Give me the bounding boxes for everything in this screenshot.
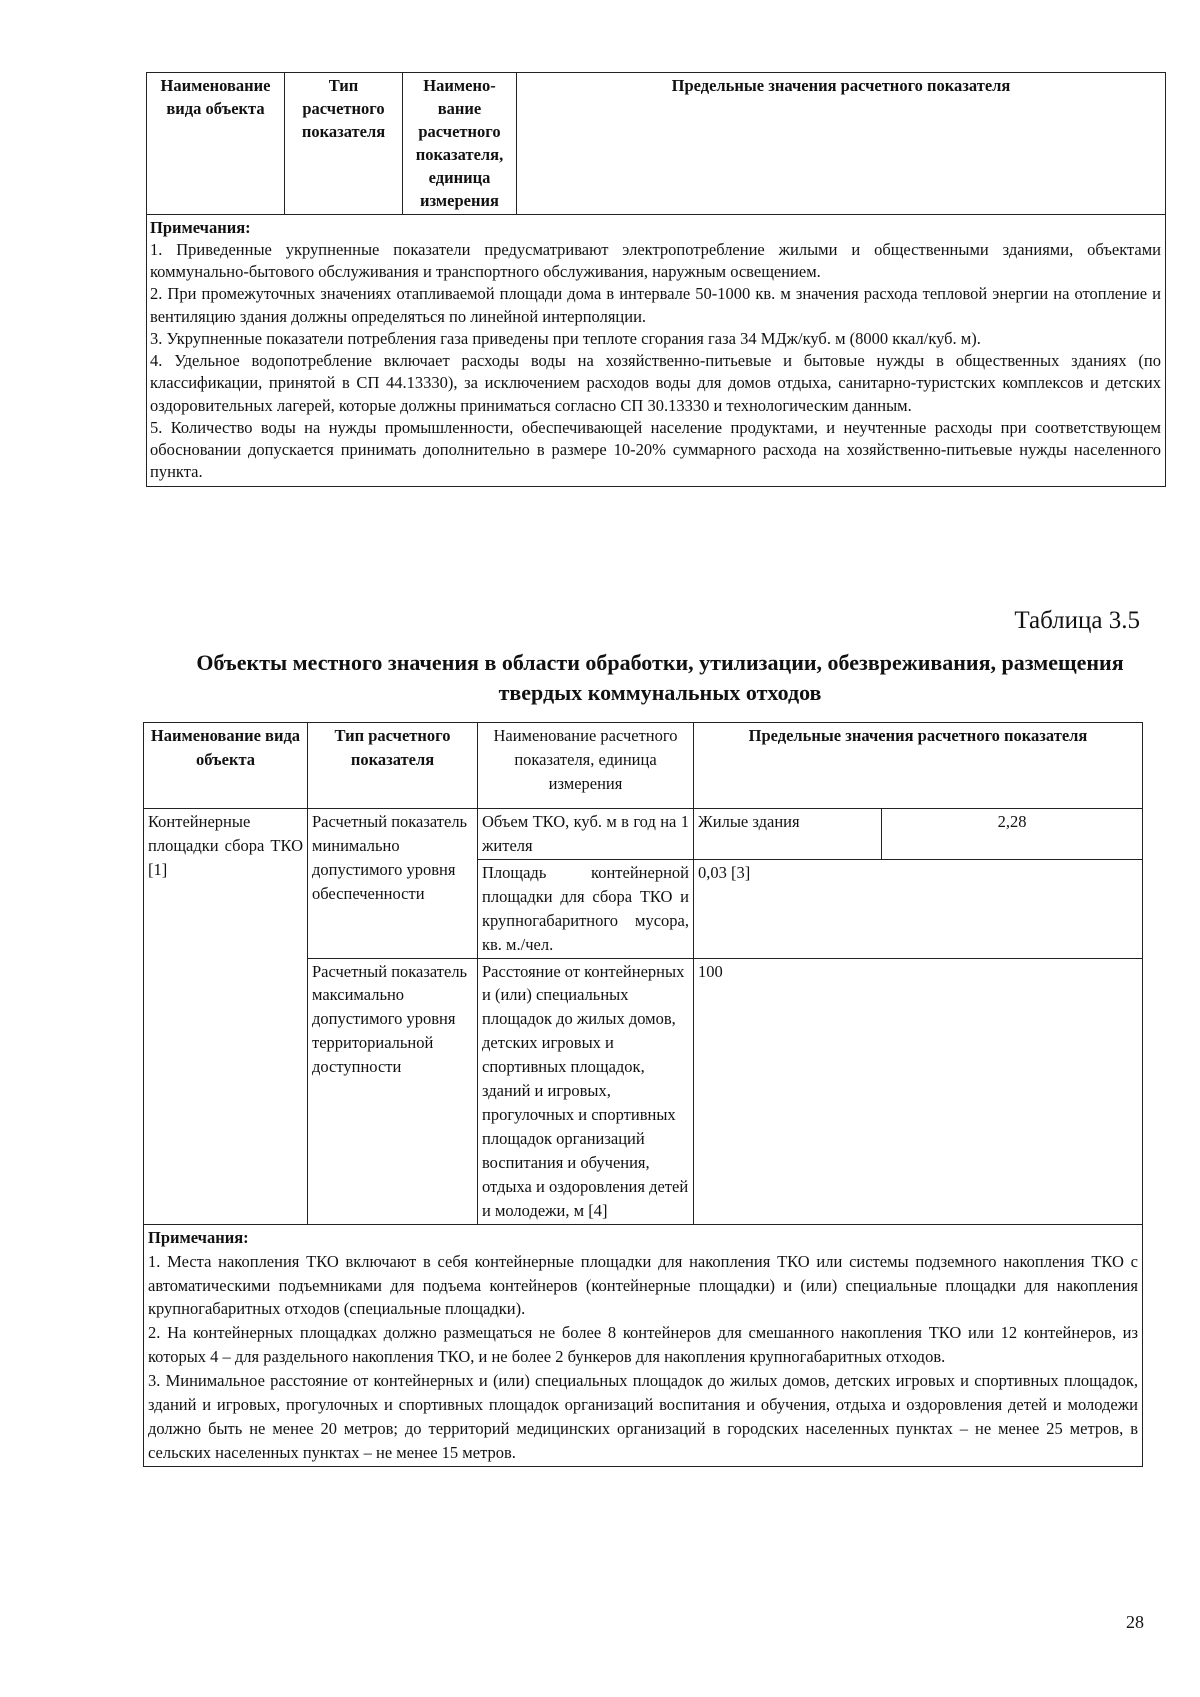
notes-cell	[147, 214, 1166, 486]
sub-category-residential: Жилые здания	[694, 809, 882, 860]
type-min-cell: Расчетный показатель минимально допустимого уровня обеспеченности	[308, 809, 478, 959]
header-limit-values: Предельные значения расчетного показателя	[517, 73, 1166, 215]
note-item: 4. Удельное водопотребление включает расходы воды на хозяйственно-питьевые и бытовые нужды в общественных зданиях (по классификации, принятой в СП 44.13330), за исключением расходов воды для домов отдыха, санитарно-туристских комплексов и детских оздоровительных лагерей, которые должны приниматься согласно СП 30.13330 и технологическим данным.	[150, 351, 1161, 415]
indicator-volume: Объем ТКО, куб. м в год на 1 жителя	[478, 809, 694, 860]
waste-objects-table	[143, 722, 1143, 1467]
object-name-cell: Контейнерные площадки сбора ТКО [1]	[144, 809, 308, 1225]
type-max-cell: Расчетный показатель максимально допустимого уровня территориальной доступности	[308, 958, 478, 1224]
table-title: Объекты местного значения в области обработки, утилизации, обезвреживания, размещения твердых коммунальных отходов	[196, 650, 1124, 705]
value-volume: 2,28	[882, 809, 1143, 860]
header-object-name: Наименование вида объекта	[144, 723, 308, 809]
note-item: 5. Количество воды на нужды промышленности, обеспечивающей население продуктами, и неучтенные расходы при соответствующем обосновании допускается принимать дополнительно в размере 10-20% суммарного расхода на хозяйственно-питьевые нужды населенного пункта.	[150, 417, 1161, 482]
header-object-name: Наименование вида объекта	[147, 73, 285, 215]
header-indicator-name: Наименование расчетного показателя, единица измерения	[478, 723, 694, 809]
header-indicator-type: Тип расчетного показателя	[285, 73, 403, 215]
note-item: 2. При промежуточных значениях отапливаемой площади дома в интервале 50-1000 кв. м значения расхода тепловой энергии на отопление и вентиляцию здания должны определяться по линейной интерполяции.	[150, 284, 1161, 326]
note-item: 1. Приведенные укрупненные показатели предусматривают электропотребление жилыми и общественными зданиями, объектами коммунально-бытового обслуживания и транспортного обслуживания, наружным освещением.	[150, 239, 1161, 282]
notes-cell	[144, 1224, 1143, 1466]
header-limit-values: Предельные значения расчетного показателя	[694, 723, 1143, 809]
notes-title: Примечания:	[150, 217, 251, 237]
note-item: 2. На контейнерных площадках должно размещаться не более 8 контейнеров для смешанного накопления ТКО или 12 контейнеров, из которых 4 – для раздельного накопления ТКО, и не более 2 бункеров для накопления крупногабаритных отходов.	[148, 1323, 1138, 1367]
value-area: 0,03 [3]	[694, 859, 1143, 958]
notes-title: Примечания:	[148, 1227, 249, 1247]
value-distance: 100	[694, 958, 1143, 1224]
note-item: 1. Места накопления ТКО включают в себя контейнерные площадки для накопления ТКО или системы подземного накопления ТКО с автоматическими подъемниками для подъема контейнеров (контейнерные площадки) и (или) специальные площадки для накопления крупногабаритных отходов (специальные площадки).	[148, 1251, 1138, 1319]
header-indicator-name: Наимено-вание расчетного показателя, единица измерения	[403, 73, 517, 215]
continued-table	[146, 72, 1166, 487]
page-number: 28	[1126, 1612, 1144, 1632]
indicator-distance: Расстояние от контейнерных и (или) специальных площадок до жилых домов, детских игровых и спортивных площадок, зданий и игровых, прогулочных и спортивных площадок организаций воспитания и обучения, отдыха и оздоровления детей и молодежи, м [4]	[478, 958, 694, 1224]
note-item: 3. Укрупненные показатели потребления газа приведены при теплоте сгорания газа 34 МДж/куб. м (8000 ккал/куб. м).	[150, 328, 981, 348]
table-caption: Таблица 3.5	[1014, 607, 1140, 634]
note-item: 3. Минимальное расстояние от контейнерных и (или) специальных площадок до жилых домов, детских игровых и спортивных площадок, зданий и игровых, прогулочных и спортивных площадок организаций воспитания и обучения, отдыха и оздоровления детей и молодежи должно быть не менее 20 метров; до территорий медицинских организаций в городских населенных пунктах – не менее 25 метров, в сельских населенных пунктах – не менее 15 метров.	[148, 1371, 1138, 1462]
indicator-area: Площадь контейнерной площадки для сбора ТКО и крупногабаритного мусора, кв. м./чел.	[478, 859, 694, 958]
header-indicator-type: Тип расчетного показателя	[308, 723, 478, 809]
